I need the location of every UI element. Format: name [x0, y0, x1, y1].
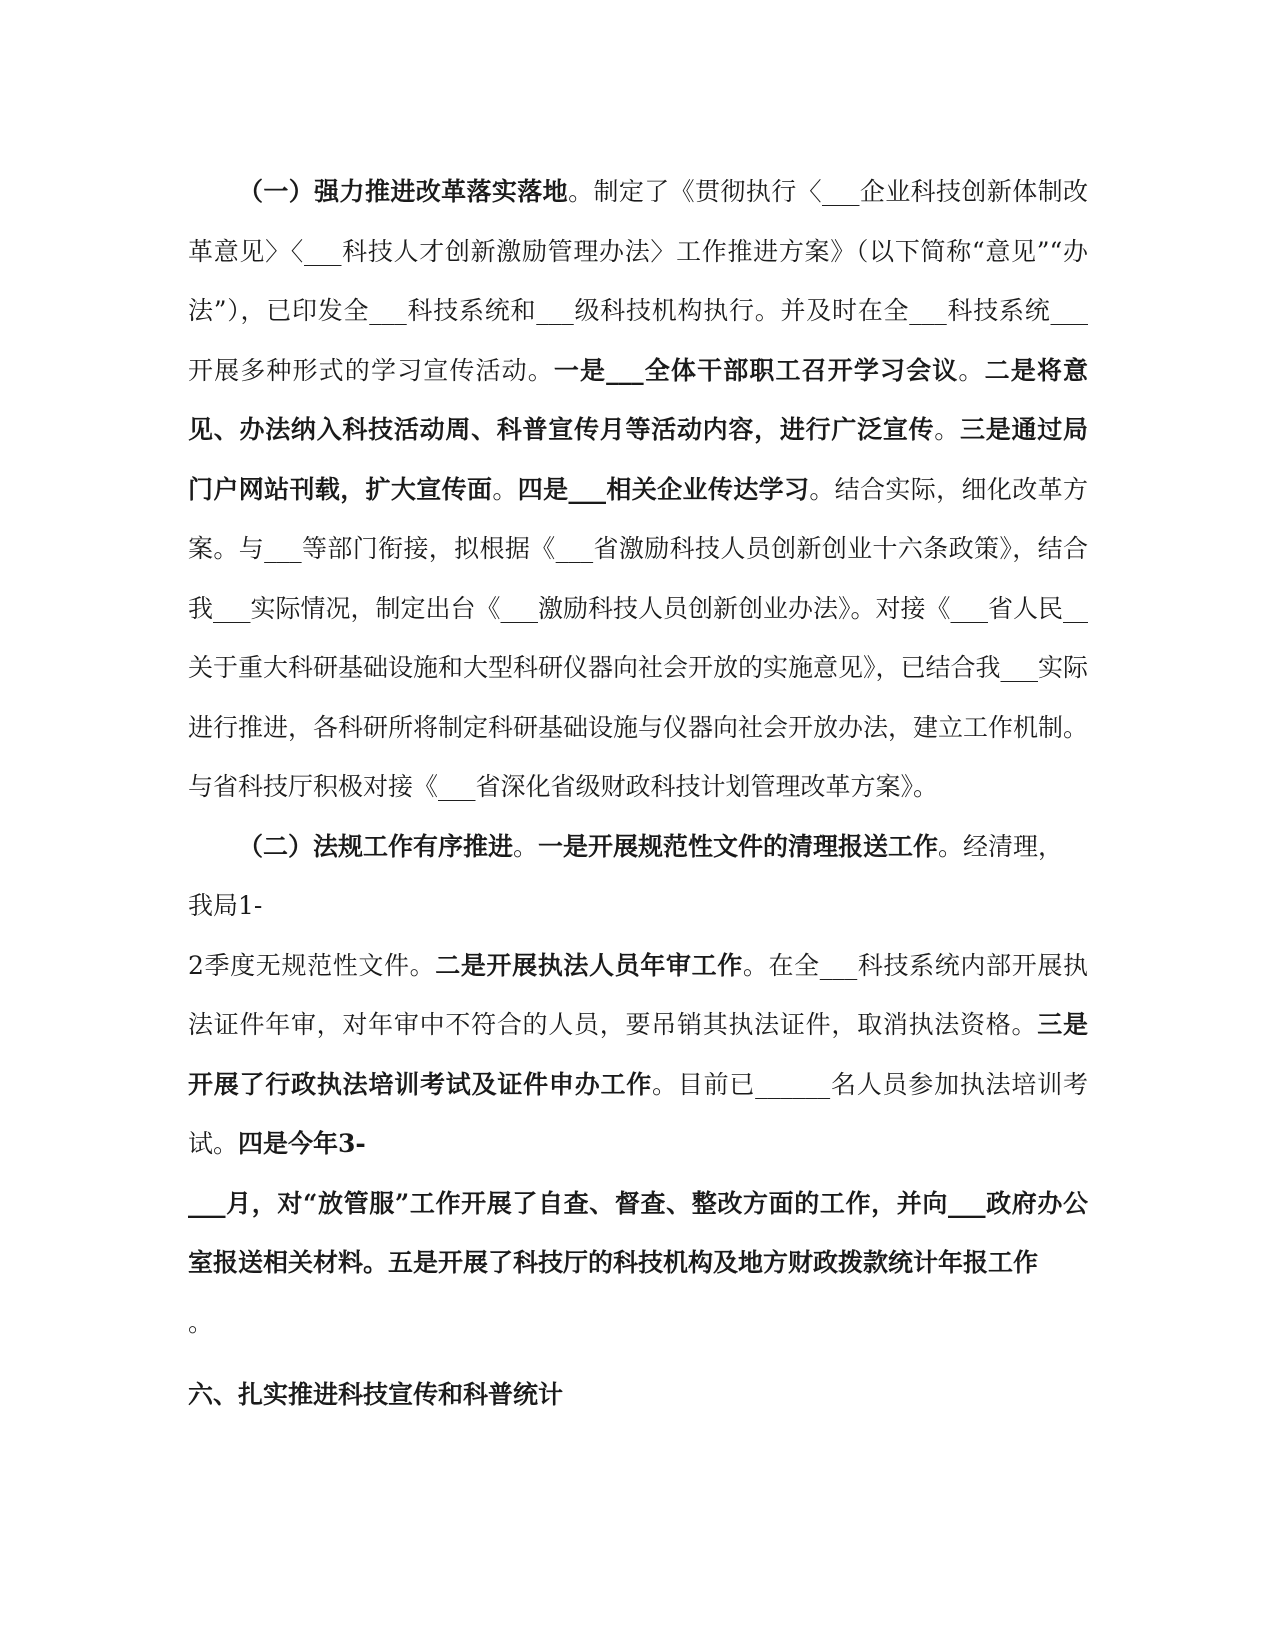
point-5: 五是开展了科技厅的科技机构及地方财政拨款统计年报工作 [388, 1248, 1039, 1277]
section-1-title: （一）强力推进改革落实落地 [238, 177, 569, 206]
paragraph-regulation-cont [188, 936, 1088, 1174]
point-2: 二是开展执法人员年审工作 [435, 950, 743, 980]
point-3: 三是开展了行政执法培训考试及证件申办工作 [188, 1010, 1088, 1099]
text-span: 。经清理， [938, 831, 1064, 861]
paragraph-reform [188, 162, 1088, 817]
text-span: 。 [958, 355, 985, 385]
point-4: 四是___相关企业传达学习 [517, 474, 810, 504]
text-span: 。目前已______名人员参加执法培训考试。 [188, 1069, 1088, 1158]
point-1: 一是开展规范性文件的清理报送工作 [538, 831, 939, 861]
text-span: 。在全___科技系统内部开展执法证件年审，对年审中不符合的人员，要吊销其执法证件，取消执法资格。 [188, 950, 1088, 1039]
paragraph-period: 。 [188, 1307, 214, 1337]
section-6-heading: 六、扎实推进科技宣传和科普统计 [188, 1380, 564, 1409]
paragraph-regulation [188, 817, 1088, 877]
text-span: ___月，对“放管服”工作开展了自查、督查、整改方面的工作，并向___政府办公室报送相关材料。 [188, 1188, 1088, 1277]
point-2: 二是将意见、办法纳入科技活动周、科普宣传月等活动内容，进行广泛宣传 [188, 355, 1088, 444]
text-span: 。结合实际，细化改革方案。与___等部门衔接，拟根据《___省激励科技人员创新创业十六条政策》，结合我___实际情况，制定出台《___激励科技人员创新创业办法》。对接《___省人民__关于重大科研基础设施和大型科研仪器向社会开放的实施意见》，已结合我___实际进行推进，各科研所将制定科研基础设施与仪器向社会开放办法，建立工作机制。与省科技厅积极对接《___省深化省级财政科技计划管理改革方案》。 [188, 474, 1089, 801]
text-span: 。制定了《贯彻执行〈___企业科技创新体制改革意见〉〈___科技人才创新激励管理办法〉工作推进方案》（以下简称“意见”“办法”），已印发全___科技系统和___级科技机构执行。并及时在全___科技系统___开展多种形式的学习宣传活动。 [188, 177, 1088, 385]
paragraph-regulation-end [188, 1174, 1088, 1293]
paragraph-line: 我局1- [188, 891, 263, 920]
text-span: 。 [934, 415, 961, 444]
point-1: 一是___全体干部职工召开学习会议 [553, 355, 959, 385]
section-2-title: （二）法规工作有序推进 [238, 831, 514, 861]
text-span: 。 [513, 831, 539, 861]
text-span: 2季度无规范性文件。 [188, 950, 436, 980]
point-4: 四是今年3- [238, 1129, 366, 1158]
point-3: 三是通过局门户网站刊载，扩大宣传面 [188, 415, 1088, 504]
document-body [188, 162, 1088, 1425]
text-span: 。 [492, 474, 518, 504]
